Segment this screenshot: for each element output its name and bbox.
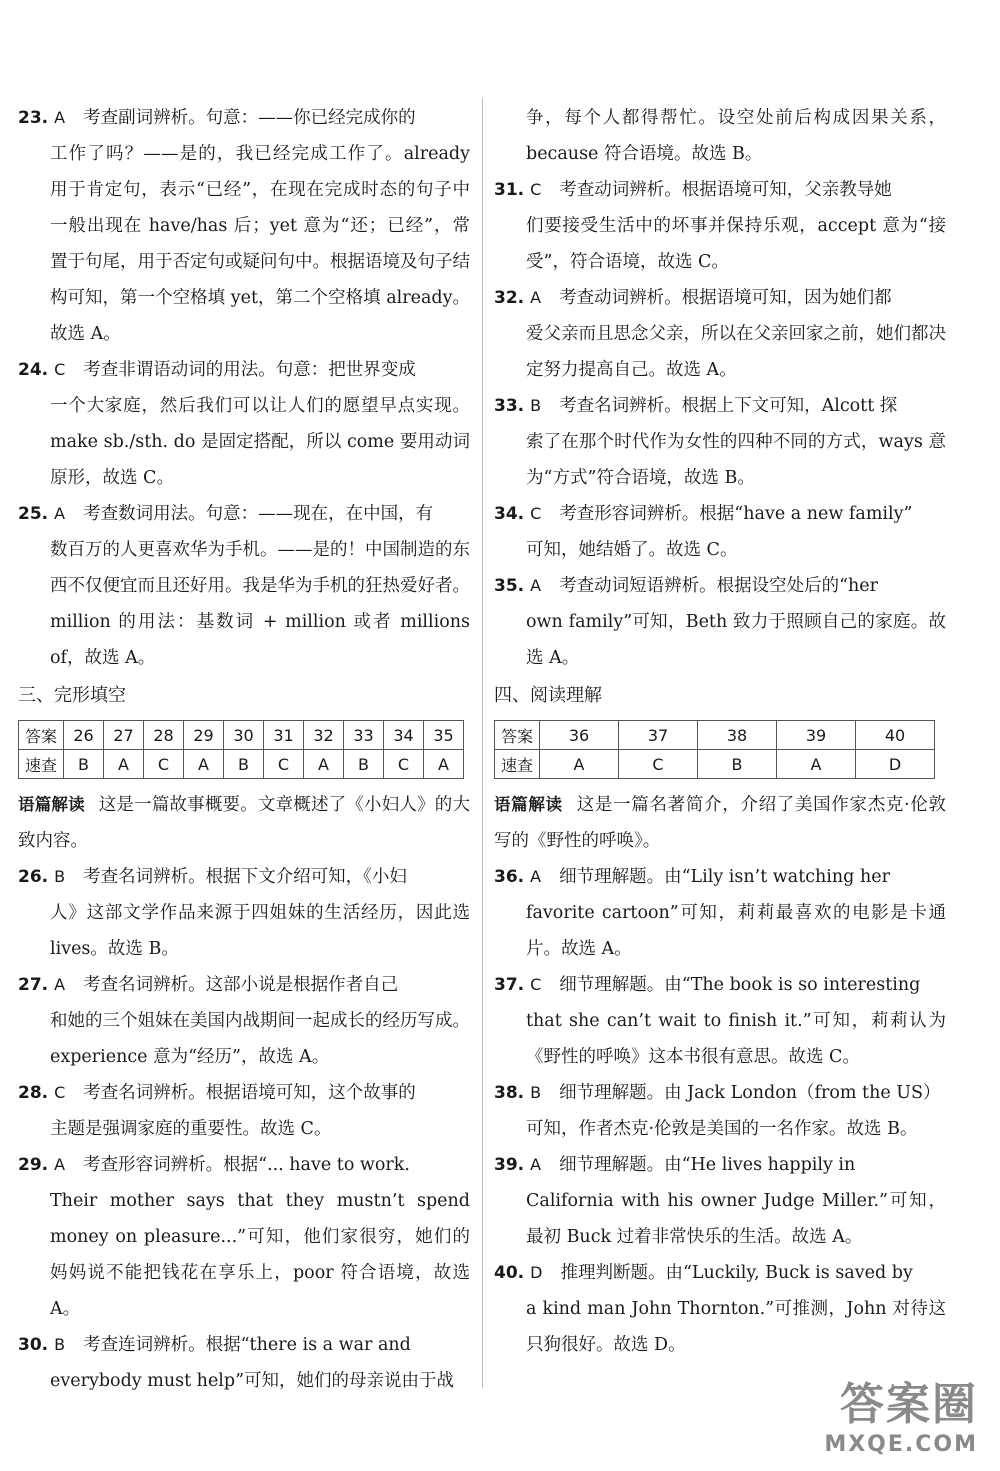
question-number: 33 [344, 721, 384, 750]
question-number: 25. [18, 504, 49, 524]
explanation-text: own family”可知，Beth 致力于照顾自己的家庭。故选 A。 [526, 612, 946, 668]
watermark-url-text: MXQE.COM [824, 1432, 978, 1457]
answer-letter: C [54, 1083, 66, 1102]
explanation-item [18, 352, 470, 496]
explanation-first-line: 推理判断题。由“Luckily, Buck is saved by [560, 1263, 913, 1283]
question-number: 33. [494, 396, 525, 416]
question-number: 37. [494, 975, 525, 995]
explanation-text: California with his owner Judge Miller.”可知，最初 Buck 过着非常快乐的生活。故选 A。 [526, 1191, 946, 1247]
question-number: 26 [64, 721, 104, 750]
question-number: 32. [494, 288, 525, 308]
answer-letter: A [54, 504, 66, 523]
explanation-text: that she can’t wait to finish it.”可知，莉莉认为《野性的呼唤》这本书很有意思。故选 C。 [526, 1011, 946, 1067]
explanation-first-line: 考查动词辨析。根据语境可知，父亲教导她 [559, 180, 892, 200]
answer-letter: A [54, 975, 66, 994]
question-number: 38. [494, 1083, 525, 1103]
explanation-item [18, 859, 470, 967]
table-header-quickcheck: 速查 [495, 750, 540, 779]
explanation-first-line: 考查形容词辨析。根据“... have to work. [83, 1155, 410, 1175]
answer-letter: A [424, 750, 464, 779]
section-title-reading: 四、阅读理解 [494, 685, 602, 706]
answer-letter: B [54, 867, 66, 886]
question-number: 35 [424, 721, 464, 750]
explanation-item [494, 859, 946, 967]
explanation-first-line: 考查动词辨析。根据语境可知，因为她们都 [559, 288, 892, 308]
table-row-answers [19, 750, 464, 779]
watermark-top-text: 答案圈 [840, 1379, 978, 1430]
explanation-first-line: 考查连词辨析。根据“there is a war and [83, 1335, 411, 1355]
answer-letter: B [698, 750, 777, 779]
explanation-item [18, 100, 470, 352]
explanation-first-line: 考查名词辨析。这部小说是根据作者自己 [83, 975, 399, 995]
explanation-text: favorite cartoon”可知，莉莉最喜欢的电影是卡通片。故选 A。 [526, 903, 946, 959]
watermark-logo [824, 1368, 978, 1457]
answer-letter: C [619, 750, 698, 779]
answer-letter: A [184, 750, 224, 779]
explanation-text: 们要接受生活中的坏事并保持乐观，accept 意为“接受”，符合语境，故选 C。 [526, 216, 946, 272]
explanation-item [18, 1075, 470, 1147]
explanation-text: 和她的三个姐妹在美国内战期间一起成长的经历写成。experience 意为“经历”，故选 A。 [50, 1011, 470, 1067]
answer-letter: C [530, 975, 542, 994]
explanation-first-line: 考查数词用法。句意：——现在，在中国，有 [83, 504, 434, 524]
question-number: 28. [18, 1083, 49, 1103]
answer-letter: C [530, 180, 542, 199]
explanation-item [18, 496, 470, 676]
explanation-text: a kind man John Thornton.”可推测，John 对待这只狗很好。故选 D。 [526, 1299, 946, 1355]
left-column [18, 100, 470, 1399]
passage-analysis-text: 这是一篇故事概要。文章概述了《小妇人》的大致内容。 [18, 795, 470, 851]
question-number: 39 [777, 721, 856, 750]
answer-letter: B [224, 750, 264, 779]
answer-explanations-26-30 [18, 859, 470, 1399]
passage-analysis [494, 787, 946, 859]
question-number: 36. [494, 867, 525, 887]
answer-letter: B [64, 750, 104, 779]
question-number: 34. [494, 504, 525, 524]
answer-letter: C [384, 750, 424, 779]
explanation-first-line: 细节理解题。由“He lives happily in [559, 1155, 856, 1175]
explanation-item [494, 172, 946, 280]
explanation-item [18, 1147, 470, 1327]
answer-letter: A [54, 1155, 66, 1174]
question-number: 32 [304, 721, 344, 750]
question-number: 39. [494, 1155, 525, 1175]
explanation-text: 数百万的人更喜欢华为手机。——是的！中国制造的东西不仅便宜而且还好用。我是华为手机的狂热爱好者。million 的用法：基数词 + million 或者 millions of，故选 A。 [50, 540, 470, 668]
explanation-text: 可知，她结婚了。故选 C。 [526, 540, 738, 560]
explanation-first-line: 细节理解题。由“The book is so interesting [559, 975, 921, 995]
answer-letter: C [54, 360, 66, 379]
explanation-item [494, 280, 946, 388]
question-number: 38 [698, 721, 777, 750]
explanation-text: 主题是强调家庭的重要性。故选 C。 [50, 1119, 332, 1139]
question-number: 30. [18, 1335, 49, 1355]
explanation-first-line: 细节理解题。由 Jack London（from the US） [559, 1083, 941, 1103]
explanation-text: Their mother says that they mustn’t spend money on pleasure...”可知，他们家很穷，她们的妈妈说不能把钱花在享乐上，poor 符合语境，故选 A。 [50, 1191, 470, 1319]
question-number: 37 [619, 721, 698, 750]
explanation-item [18, 967, 470, 1075]
explanation-item [494, 967, 946, 1075]
answer-letter: A [304, 750, 344, 779]
explanation-first-line: 考查名词辨析。根据语境可知，这个故事的 [83, 1083, 416, 1103]
answer-letter: A [530, 576, 542, 595]
explanation-text: 爱父亲而且思念父亲，所以在父亲回家之前，她们都决定努力提高自己。故选 A。 [526, 324, 946, 380]
explanation-first-line: 考查副词辨析。句意：——你已经完成你的 [83, 108, 416, 128]
question-number: 26. [18, 867, 49, 887]
explanation-item [494, 1075, 946, 1147]
question-number: 27 [104, 721, 144, 750]
explanation-text: 人》这部文学作品来源于四姐妹的生活经历，因此选 lives。故选 B。 [50, 903, 470, 959]
section-title-cloze: 三、完形填空 [18, 685, 126, 706]
explanation-item [494, 568, 946, 676]
explanation-text: 工作了吗？——是的，我已经完成工作了。already 用于肯定句，表示“已经”，在现在完成时态的句子中一般出现在 have/has 后；yet 意为“还；已经”，常置于句尾，用于否定句或疑问句中。根据语境及句子结构可知，第一个空格填 yet，第二个空格填 already。故选 A。 [50, 144, 470, 344]
question-number: 27. [18, 975, 49, 995]
right-column [494, 100, 946, 1363]
question-number: 28 [144, 721, 184, 750]
answer-letter: B [344, 750, 384, 779]
explanation-first-line: 考查动词短语辨析。根据设空处后的“her [559, 576, 879, 596]
explanation-first-line: 考查形容词辨析。根据“have a new family” [559, 504, 913, 524]
explanation-item [494, 1147, 946, 1255]
explanation-first-line: 考查非谓语动词的用法。句意：把世界变成 [83, 360, 416, 380]
answer-letter: A [530, 288, 542, 307]
question-number: 36 [540, 721, 619, 750]
question-number: 35. [494, 576, 525, 596]
explanation-text: 索了在那个时代作为女性的四种不同的方式，ways 意为“方式”符合语境，故选 B。 [526, 432, 946, 488]
question-number: 30 [224, 721, 264, 750]
explanation-item [494, 1255, 946, 1363]
table-row-answers [495, 750, 935, 779]
question-number: 31 [264, 721, 304, 750]
answer-letter: C [144, 750, 184, 779]
answer-letter: B [54, 1335, 66, 1354]
answer-explanations-31-35 [494, 172, 946, 676]
question-number: 40. [494, 1263, 525, 1283]
answer-letter: A [104, 750, 144, 779]
table-header-answer: 答案 [19, 721, 64, 750]
explanation-first-line: 细节理解题。由“Lily isn’t watching her [559, 867, 890, 887]
answer-letter: D [530, 1263, 543, 1282]
explanation-first-line: 考查名词辨析。根据下文介绍可知，《小妇 [83, 867, 407, 887]
explanation-text: 一个大家庭，然后我们可以让人们的愿望早点实现。make sb./sth. do 是固定搭配，所以 come 要用动词原形，故选 C。 [50, 396, 470, 488]
passage-analysis-label: 语篇解读 [18, 795, 85, 814]
question-number: 29. [18, 1155, 49, 1175]
table-header-answer: 答案 [495, 721, 540, 750]
table-row-numbers [19, 721, 464, 750]
answer-letter: A [530, 1155, 542, 1174]
question-number: 29 [184, 721, 224, 750]
question-number: 23. [18, 108, 49, 128]
answer-letter: A [54, 108, 66, 127]
answer-letter: B [530, 1083, 542, 1102]
explanation-first-line: 考查名词辨析。根据上下文可知，Alcott 探 [559, 396, 898, 416]
passage-analysis-label: 语篇解读 [494, 795, 563, 814]
answer-explanations-23-25 [18, 100, 470, 676]
answer-letter: D [856, 750, 935, 779]
answer-letter: C [264, 750, 304, 779]
column-divider [482, 98, 483, 1388]
answer-explanations-36-40 [494, 859, 946, 1363]
answer-letter: A [777, 750, 856, 779]
cloze-answer-table [18, 720, 464, 779]
table-header-quickcheck: 速查 [19, 750, 64, 779]
table-row-numbers [495, 721, 935, 750]
continued-explanation [494, 100, 946, 172]
explanation-item [494, 388, 946, 496]
answer-letter: A [530, 867, 542, 886]
answer-letter: C [530, 504, 542, 523]
continued-text: 争，每个人都得帮忙。设空处前后构成因果关系，because 符合语境。故选 B。 [526, 108, 946, 164]
explanation-item [494, 496, 946, 568]
answer-letter: A [540, 750, 619, 779]
explanation-item [18, 1327, 470, 1399]
answer-letter: B [530, 396, 542, 415]
question-number: 34 [384, 721, 424, 750]
question-number: 31. [494, 180, 525, 200]
reading-answer-table [494, 720, 935, 779]
question-number: 40 [856, 721, 935, 750]
question-number: 24. [18, 360, 49, 380]
passage-analysis-text: 这是一篇名著简介，介绍了美国作家杰克·伦敦写的《野性的呼唤》。 [494, 795, 947, 851]
passage-analysis [18, 787, 470, 859]
explanation-text: everybody must help”可知，她们的母亲说由于战 [50, 1371, 455, 1391]
explanation-text: 可知，作者杰克·伦敦是美国的一名作家。故选 B。 [526, 1119, 918, 1139]
